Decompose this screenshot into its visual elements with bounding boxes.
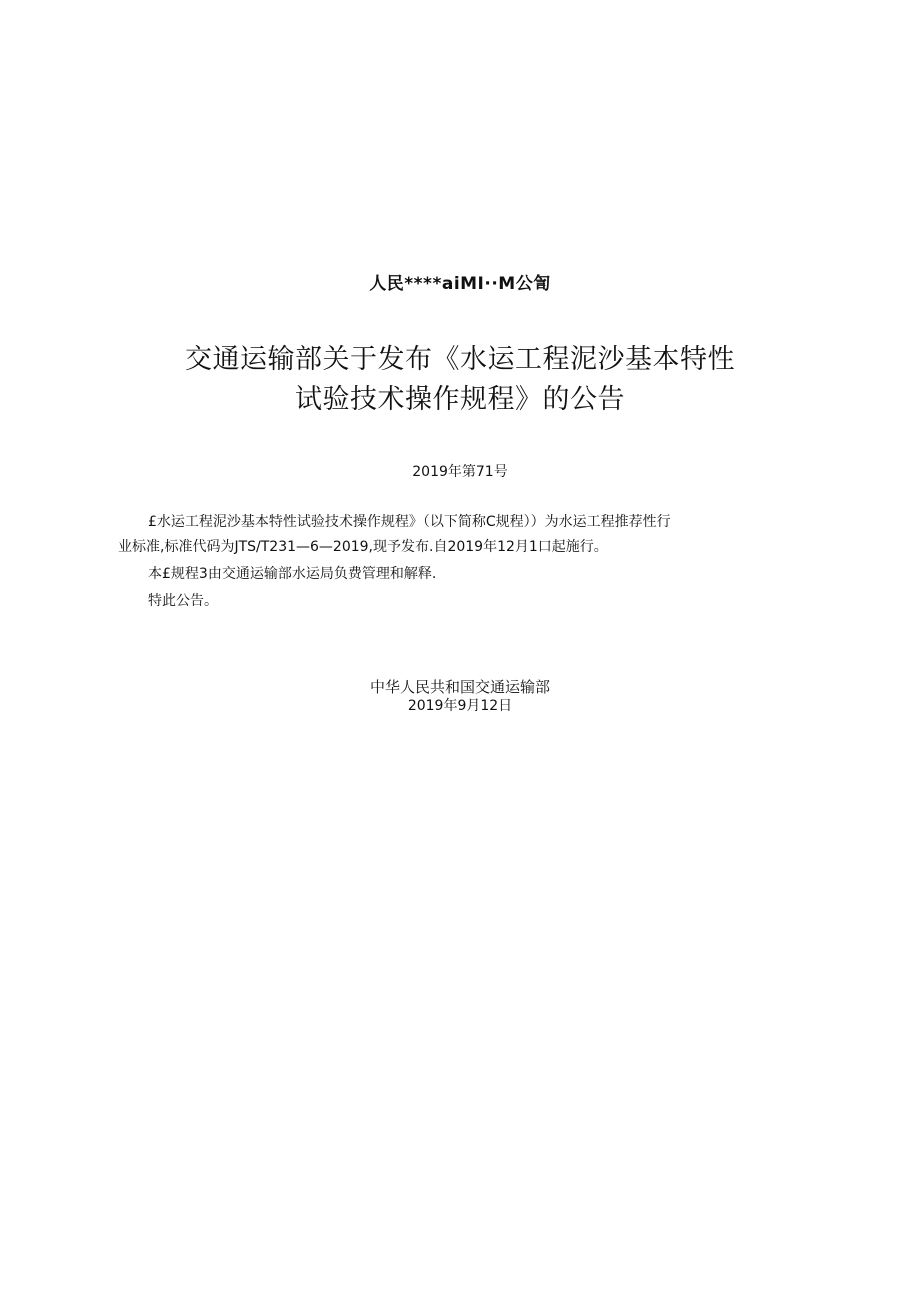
- body-paragraph-3: 特此公告。: [148, 593, 218, 609]
- document-title-line-2: 试验技术操作规程》的公告: [295, 384, 625, 415]
- issuer-header: 人民****aiMI··M公訇: [369, 274, 551, 294]
- body-paragraph-2: 本£规程3由交通运输部水运局负费管理和解释.: [148, 566, 437, 582]
- signature-organization: 中华人民共和国交通运输部: [369, 678, 550, 696]
- signature-date: 2019年9月12日: [407, 698, 513, 714]
- document-title-line-1: 交通运输部关于发布《水运工程泥沙基本特性: [185, 344, 735, 375]
- document-number: 2019年第71号: [412, 464, 508, 480]
- body-paragraph-1-line-1: £水运工程泥沙基本特性试验技术操作规程》（以下简称C规程））为水运工程推荐性行: [148, 514, 671, 530]
- body-paragraph-1-line-2: 业标准,标准代码为JTS/T231—6—2019,现予发布.自2019年12月1口起施行。: [118, 539, 608, 555]
